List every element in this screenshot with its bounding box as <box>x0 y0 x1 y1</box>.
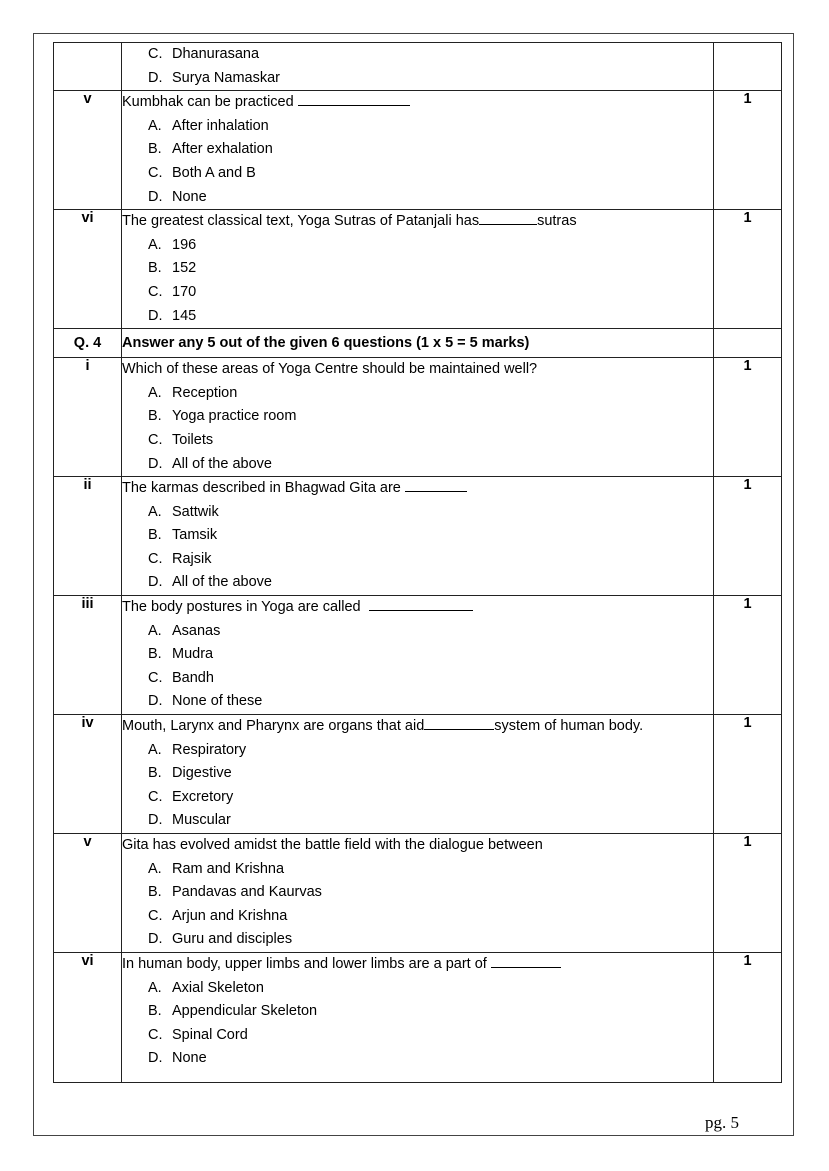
option-text: Ram and Krishna <box>172 860 285 877</box>
option-letter: D. <box>148 188 163 205</box>
option-letter: C. <box>148 283 163 300</box>
option-letter: C. <box>148 431 163 448</box>
question-text <box>122 91 713 115</box>
option <box>122 928 713 952</box>
question-number: ii <box>54 477 122 596</box>
option-text: Bandh <box>172 669 214 686</box>
option-text: Spinal Cord <box>172 1026 248 1043</box>
option-letter: D. <box>148 931 163 948</box>
option <box>122 234 713 258</box>
option-text: Reception <box>172 384 238 401</box>
answer-blank <box>424 717 494 730</box>
option <box>122 1024 713 1048</box>
question-text-part: The karmas described in Bhagwad Gita are <box>122 480 401 497</box>
option-text: Excretory <box>172 788 234 805</box>
option-letter: C. <box>148 46 163 62</box>
marks-cell: 1 <box>714 596 782 715</box>
option <box>122 881 713 905</box>
option-letter: A. <box>148 979 162 996</box>
question-row <box>54 210 782 329</box>
option <box>122 690 713 714</box>
question-number: i <box>54 358 122 477</box>
option-letter: D. <box>148 574 163 591</box>
question-text-part: sutras <box>537 213 577 230</box>
question-body <box>122 358 714 477</box>
option <box>122 667 713 691</box>
option <box>122 43 713 67</box>
option <box>122 548 713 572</box>
marks-cell: 1 <box>714 210 782 329</box>
option-text: 196 <box>172 236 197 253</box>
question-text: Gita has evolved amidst the battle field with the dialogue between <box>122 837 543 853</box>
option <box>122 809 713 833</box>
option-letter: D. <box>148 69 163 86</box>
option <box>122 643 713 667</box>
question-text-part: In human body, upper limbs and lower limbs are a part of <box>122 955 487 972</box>
option-text: None of these <box>172 693 263 710</box>
question-number: iii <box>54 596 122 715</box>
option-text: Arjun and Krishna <box>172 907 288 924</box>
question-text <box>122 715 713 739</box>
question-row <box>54 91 782 210</box>
option-letter: B. <box>148 141 162 158</box>
question-number: v <box>54 91 122 210</box>
option-text: Digestive <box>172 765 232 782</box>
option-text: 170 <box>172 283 197 300</box>
marks-cell: 1 <box>714 834 782 953</box>
option <box>122 257 713 281</box>
marks-cell: 1 <box>714 952 782 1082</box>
option-letter: A. <box>148 236 162 253</box>
option-letter: B. <box>148 884 162 901</box>
question-text-part: Kumbhak can be practiced <box>122 94 294 111</box>
option-letter: C. <box>148 788 163 805</box>
question-text <box>122 953 713 977</box>
page-number: pg. 5 <box>705 1113 739 1132</box>
question-row <box>54 715 782 834</box>
question-body <box>122 43 714 91</box>
question-text: Which of these areas of Yoga Centre should be maintained well? <box>122 361 538 378</box>
option-text: Dhanurasana <box>172 46 260 62</box>
question-row <box>54 358 782 477</box>
option <box>122 382 713 406</box>
option-text: 152 <box>172 260 197 277</box>
option-letter: C. <box>148 550 163 567</box>
question-text <box>122 596 713 620</box>
question-body <box>122 596 714 715</box>
option-letter: D. <box>148 307 163 324</box>
question-number: iv <box>54 715 122 834</box>
option-letter: D. <box>148 693 163 710</box>
marks-cell: 1 <box>714 477 782 596</box>
question-body <box>122 952 714 1082</box>
option-letter: A. <box>148 384 162 401</box>
question-body <box>122 91 714 210</box>
option <box>122 786 713 810</box>
question-body <box>122 210 714 329</box>
section-title-cell <box>122 329 714 358</box>
answer-blank <box>298 93 410 106</box>
option-letter: D. <box>148 812 163 829</box>
question-body <box>122 715 714 834</box>
option-text: None <box>172 188 207 205</box>
question-body <box>122 477 714 596</box>
question-row <box>54 834 782 953</box>
answer-blank <box>369 598 473 611</box>
option-letter: A. <box>148 622 162 639</box>
option-letter: B. <box>148 260 162 277</box>
answer-blank <box>491 955 561 968</box>
question-text <box>122 477 713 501</box>
option-letter: C. <box>148 907 163 924</box>
option-text: Muscular <box>172 812 231 829</box>
option <box>122 405 713 429</box>
option-letter: D. <box>148 1050 163 1067</box>
option-text: After inhalation <box>172 117 269 134</box>
option-text: Yoga practice room <box>172 408 297 425</box>
option-letter: A. <box>148 741 162 758</box>
option-text: Guru and disciples <box>172 931 293 948</box>
option <box>122 620 713 644</box>
question-table <box>53 42 782 1083</box>
question-row <box>54 952 782 1082</box>
option <box>122 762 713 786</box>
option <box>122 186 713 210</box>
marks-cell <box>714 43 782 91</box>
option-text: Surya Namaskar <box>172 69 280 86</box>
option-letter: D. <box>148 455 163 472</box>
marks-cell: 1 <box>714 358 782 477</box>
option <box>122 1047 713 1071</box>
option <box>122 115 713 139</box>
option <box>122 977 713 1001</box>
option-text: All of the above <box>172 455 272 472</box>
question-number: vi <box>54 210 122 329</box>
option-letter: C. <box>148 1026 163 1043</box>
option <box>122 739 713 763</box>
answer-blank <box>479 212 537 225</box>
option-text: Respiratory <box>172 741 247 758</box>
question-text-part: Mouth, Larynx and Pharynx are organs that aid <box>122 718 425 735</box>
question-number <box>54 43 122 91</box>
option <box>122 429 713 453</box>
question-text-part: system of human body. <box>494 718 644 735</box>
option <box>122 453 713 477</box>
marks-cell: 1 <box>714 715 782 834</box>
question-body <box>122 834 714 953</box>
question-row <box>54 477 782 596</box>
question-row <box>54 596 782 715</box>
option <box>122 1000 713 1024</box>
option-text: Tamsik <box>172 527 218 544</box>
option <box>122 67 713 91</box>
option-text: Asanas <box>172 622 221 639</box>
option-text: 145 <box>172 307 197 324</box>
section-title: Answer any 5 out of the given 6 questions (1 x 5 = 5 marks) <box>122 335 530 352</box>
option-text: Axial Skeleton <box>172 979 264 996</box>
option <box>122 162 713 186</box>
section-header-row <box>54 329 782 358</box>
option-letter: B. <box>148 646 162 663</box>
marks-cell: 1 <box>714 91 782 210</box>
option-letter: B. <box>148 408 162 425</box>
option <box>122 281 713 305</box>
option-letter: C. <box>148 164 163 181</box>
option-letter: B. <box>148 765 162 782</box>
question-number: vi <box>54 952 122 1082</box>
section-number: Q. 4 <box>54 329 122 358</box>
option <box>122 501 713 525</box>
question-text-part: The body postures in Yoga are called <box>122 599 361 616</box>
option <box>122 905 713 929</box>
option-text: Mudra <box>172 646 214 663</box>
question-text <box>122 210 713 234</box>
option <box>122 138 713 162</box>
option <box>122 858 713 882</box>
continued-row <box>54 43 782 91</box>
option <box>122 571 713 595</box>
option-text: Pandavas and Kaurvas <box>172 884 322 901</box>
option-letter: B. <box>148 527 162 544</box>
option-text: None <box>172 1050 207 1067</box>
option-text: Appendicular Skeleton <box>172 1003 318 1020</box>
option-text: After exhalation <box>172 141 273 158</box>
option <box>122 305 713 329</box>
option-letter: A. <box>148 117 162 134</box>
answer-blank <box>405 479 467 492</box>
option-text: Rajsik <box>172 550 212 567</box>
question-number: v <box>54 834 122 953</box>
option-letter: C. <box>148 669 163 686</box>
marks-cell <box>714 329 782 358</box>
option-text: Toilets <box>172 431 214 448</box>
question-text-part: The greatest classical text, Yoga Sutras of Patanjali has <box>122 213 480 230</box>
option-text: Sattwik <box>172 503 219 520</box>
option-text: All of the above <box>172 574 272 591</box>
option-text: Both A and B <box>172 164 256 181</box>
option-letter: B. <box>148 1003 162 1020</box>
option <box>122 524 713 548</box>
option-letter: A. <box>148 860 162 877</box>
option-letter: A. <box>148 503 162 520</box>
